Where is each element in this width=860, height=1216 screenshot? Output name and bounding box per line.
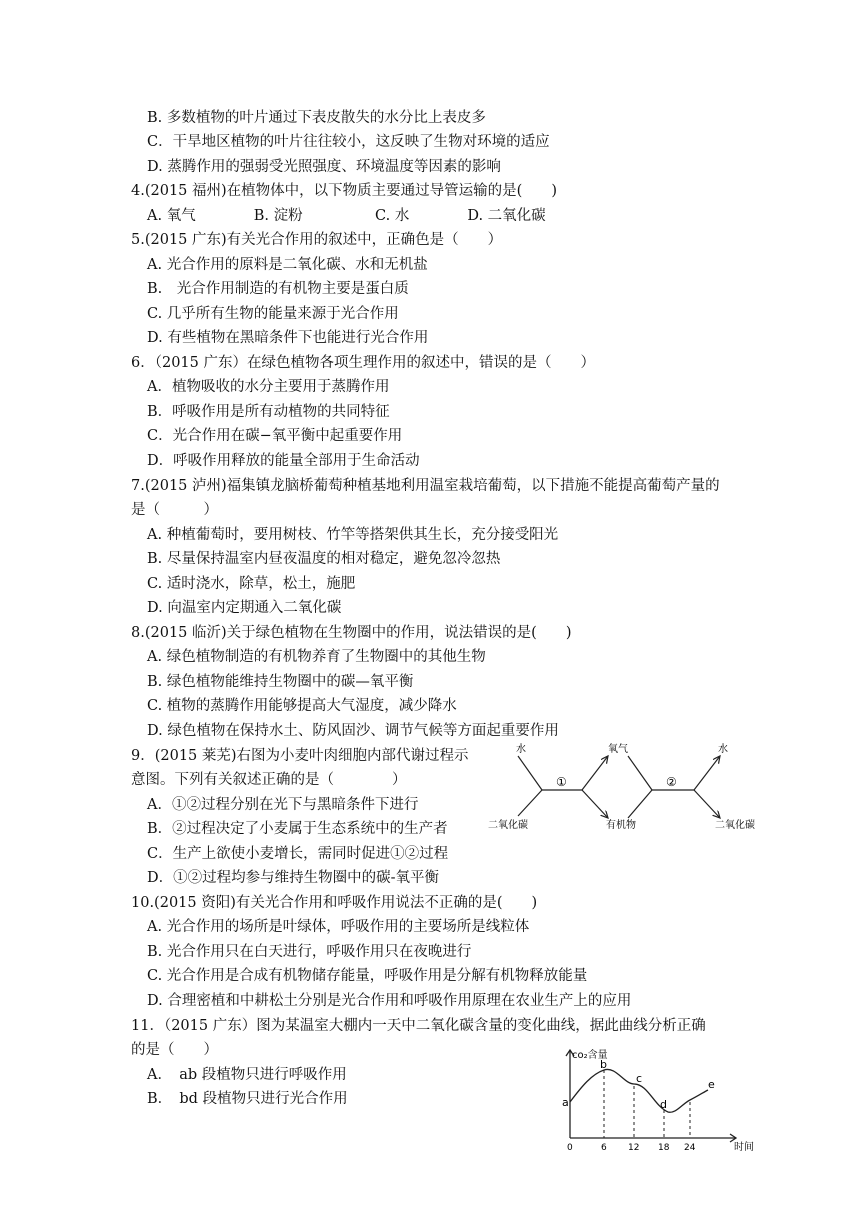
- question-text: 6．（2015 广东）在绿色植物各项生理作用的叙述中，错误的是（ ）: [131, 355, 595, 371]
- point-e-label: e: [708, 1078, 715, 1091]
- diagram-line: [628, 790, 652, 818]
- question-text: 5.(2015 广东)有关光合作用的叙述中，正确色是（ ）: [131, 232, 503, 248]
- option-text: B． bd 段植物只进行光合作用: [147, 1091, 348, 1107]
- diagram-line: [518, 790, 542, 816]
- option-text: C．干旱地区植物的叶片往往较小，这反映了生物对环境的适应: [147, 134, 550, 150]
- option-text: C．光合作用在碳−氧平衡中起重要作用: [147, 428, 403, 444]
- option-text: A． ab 段植物只进行呼吸作用: [147, 1067, 347, 1083]
- y-axis-label: co₂含量: [572, 1050, 608, 1061]
- option-text: D. 蒸腾作用的强弱受光照强度、环境温度等因素的影响: [147, 159, 501, 175]
- option-text: B．②过程决定了小麦属于生态系统中的生产者: [147, 821, 448, 837]
- label-water-right: 水: [718, 744, 728, 755]
- x-tick-6: 6: [601, 1143, 607, 1153]
- option-text: A. 种植葡萄时，要用树枝、竹竿等搭架供其生长，充分接受阳光: [147, 527, 559, 543]
- question-text: 的是（ ）: [131, 1042, 218, 1058]
- x-axis-label: 时间: [734, 1142, 754, 1153]
- label-organic: 有机物: [606, 820, 636, 831]
- x-tick-12: 12: [628, 1143, 640, 1153]
- option-text: C．生产上欲使小麦增长，需同时促进①②过程: [147, 846, 449, 862]
- option-text: A. 光合作用的场所是叶绿体，呼吸作用的主要场所是线粒体: [147, 919, 530, 935]
- option-text: B. 光合作用只在白天进行，呼吸作用只在夜晚进行: [147, 944, 472, 960]
- co2-curve-graph: [556, 1046, 762, 1154]
- label-co2-left: 二氧化碳: [488, 820, 528, 831]
- option-text: C. 光合作用是合成有机物储存能量，呼吸作用是分解有机物释放能量: [147, 968, 588, 984]
- question-text: 11．（2015 广东）图为某温室大棚内一天中二氧化碳含量的变化曲线，据此曲线分析正确: [131, 1018, 706, 1034]
- diagram-arrow: [694, 756, 720, 790]
- question-text: 10.(2015 资阳)有关光合作用和呼吸作用说法不正确的是( ): [131, 895, 538, 911]
- diagram-arrow: [582, 790, 608, 818]
- option-text: A．①②过程分别在光下与黑暗条件下进行: [147, 797, 419, 813]
- question-text: 是（ ）: [131, 502, 218, 518]
- question-text: 8.(2015 临沂)关于绿色植物在生物圈中的作用，说法错误的是( ): [131, 625, 572, 641]
- label-co2-right: 二氧化碳: [715, 820, 755, 831]
- diagram-line: [628, 756, 652, 790]
- x-tick-18: 18: [658, 1143, 670, 1153]
- option-text: B．呼吸作用是所有动植物的共同特征: [147, 404, 390, 420]
- option-text: C. 适时浇水，除草，松土，施肥: [147, 576, 356, 592]
- option-text: B. 多数植物的叶片通过下表皮散失的水分比上表皮多: [147, 110, 486, 126]
- point-c-label: c: [636, 1072, 643, 1085]
- label-water-left: 水: [516, 744, 526, 755]
- option-text: B. 绿色植物能维持生物圈中的碳—氧平衡: [147, 674, 414, 690]
- option-text: C. 几乎所有生物的能量来源于光合作用: [147, 306, 399, 322]
- metabolism-diagram: [480, 738, 760, 838]
- diagram-line: [518, 756, 542, 790]
- option-text: A. 光合作用的原料是二氧化碳、水和无机盐: [147, 257, 428, 273]
- option-text: B. 尽量保持温室内昼夜温度的相对稳定，避免忽冷忽热: [147, 551, 501, 567]
- option-text: C. 植物的蒸腾作用能够提高大气湿度，减少降水: [147, 698, 457, 714]
- option-text: D. 合理密植和中耕松土分别是光合作用和呼吸作用原理在农业生产上的应用: [147, 993, 632, 1009]
- question-text: 4.(2015 福州)在植物体中，以下物质主要通过导管运输的是( ): [131, 183, 557, 199]
- option-text: B. 光合作用制造的有机物主要是蛋白质: [147, 281, 409, 297]
- point-d-label: d: [660, 1098, 667, 1111]
- option-text: D．①②过程均参与维持生物圈中的碳-氧平衡: [147, 870, 440, 886]
- x-tick-0: 0: [567, 1143, 573, 1153]
- option-text: A．植物吸收的水分主要用于蒸腾作用: [147, 379, 390, 395]
- step-1-label: ①: [556, 775, 567, 789]
- question-text: 意图。下列有关叙述正确的是（ ）: [131, 772, 407, 788]
- option-text: D. 绿色植物在保持水土、防风固沙、调节气候等方面起重要作用: [147, 723, 559, 739]
- point-a-label: a: [562, 1096, 569, 1109]
- question-text: 7.(2015 泸州)福集镇龙脑桥葡萄种植基地利用温室栽培葡萄，以下措施不能提高葡萄产量的: [131, 478, 720, 494]
- step-2-label: ②: [666, 775, 677, 789]
- option-text: A. 绿色植物制造的有机物养育了生物圈中的其他生物: [147, 649, 486, 665]
- option-text: D. 向温室内定期通入二氧化碳: [147, 600, 342, 616]
- point-b-label: b: [600, 1058, 607, 1071]
- label-oxygen: 氧气: [608, 744, 628, 755]
- diagram-arrow: [694, 790, 720, 818]
- option-text: D．呼吸作用释放的能量全部用于生命活动: [147, 453, 420, 469]
- question-text: 9．(2015 莱芜)右图为小麦叶肉细胞内部代谢过程示: [131, 748, 469, 764]
- x-tick-24: 24: [684, 1143, 696, 1153]
- option-text: A. 氧气 B. 淀粉 C. 水 D. 二氧化碳: [147, 208, 546, 224]
- option-text: D. 有些植物在黑暗条件下也能进行光合作用: [147, 330, 429, 346]
- diagram-arrow: [582, 756, 608, 790]
